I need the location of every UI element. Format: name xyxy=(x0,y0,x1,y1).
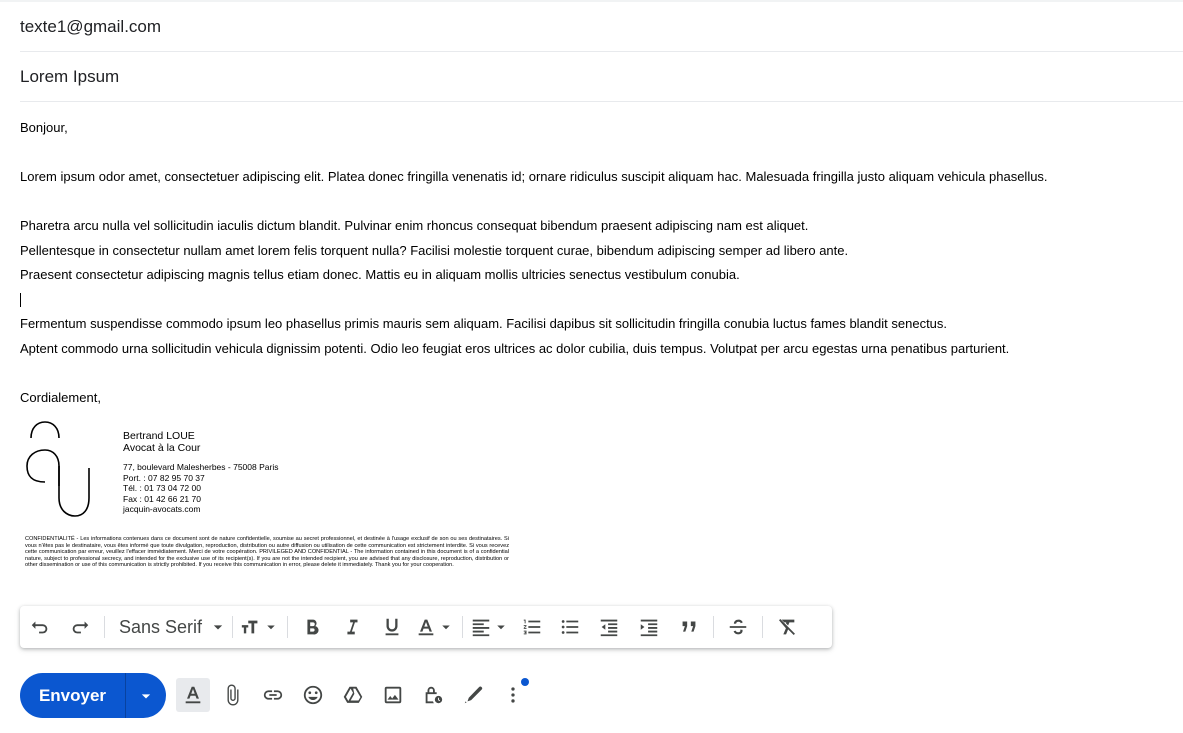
font-size-button[interactable] xyxy=(237,611,283,643)
image-icon xyxy=(382,684,404,706)
paragraph-1: Lorem ipsum odor amet, consectetuer adipiscing elit. Platea donec fringilla venenatis id; ornare ridiculus suscipit aliquam hac. Malesuada fringilla justo aliquam vehicula phasellus. xyxy=(20,169,1048,184)
remove-formatting-icon xyxy=(776,616,798,638)
attach-file-button[interactable] xyxy=(216,678,250,712)
align-left-icon xyxy=(470,616,492,638)
text-format-icon xyxy=(182,684,204,706)
closing: Cordialement, xyxy=(20,389,101,405)
quote-icon xyxy=(678,616,700,638)
formatting-options-button[interactable] xyxy=(176,678,210,712)
indent-more-icon xyxy=(638,616,660,638)
confidentiality-notice: CONFIDENTIALITÉ - Les informations contenues dans ce document sont de nature confidentielle, soumise au secret professionnel, et destinée à l'usage exclusif de son ou ses destinataires. Si vous n'êtes pas le destinataire, vous êtes informé que toute divulgation, reproduction, distribution ou autre diffusion ou utilisation de cette communication est strictement interdite. Si vous recevez cette communication par erreur, veuillez l'effacer immédiatement. Merci de votre coopération. PRIVILEGED AND CONFIDENTIAL - The information contained in this document is of a confidential nature, subject to professional secrecy, and intended for the exclusive use of its recipient(s). If you are not the intended recipient, you are advised that any disclosure, reproduction, distribution or other dissemination or use of this communication is strictly prohibited. If you receive this communication in error, please delete it immediately. Thank you for your cooperation. xyxy=(25,536,509,569)
signature-port: Port. : 07 82 95 70 37 xyxy=(123,472,205,483)
emoji-icon xyxy=(302,684,324,706)
signature-title: Avocat à la Cour xyxy=(123,441,201,454)
toolbar-separator xyxy=(762,616,763,638)
bold-icon xyxy=(301,616,323,638)
toolbar-separator xyxy=(232,616,233,638)
toolbar-separator xyxy=(287,616,288,638)
undo-icon xyxy=(29,616,51,638)
text-size-icon xyxy=(240,616,262,638)
bold-button[interactable] xyxy=(292,611,332,643)
strikethrough-icon xyxy=(727,616,749,638)
font-family-select[interactable] xyxy=(109,611,228,643)
chevron-down-icon xyxy=(208,617,228,637)
send-button[interactable]: Envoyer xyxy=(38,685,107,705)
subject-field[interactable] xyxy=(20,52,1183,102)
drive-icon xyxy=(342,684,364,706)
toolbar-separator xyxy=(713,616,714,638)
formatting-toolbar xyxy=(20,606,832,648)
signature-web: jacquin-avocats.com xyxy=(123,504,201,514)
font-family-value: Sans Serif xyxy=(119,616,203,637)
paperclip-icon xyxy=(222,684,244,706)
text-caret xyxy=(20,293,21,307)
italic-button[interactable] xyxy=(332,611,372,643)
italic-icon xyxy=(341,616,363,638)
numbered-list-button[interactable] xyxy=(513,611,551,643)
signature-contact xyxy=(123,431,200,454)
remove-formatting-button[interactable] xyxy=(767,611,807,643)
redo-button[interactable] xyxy=(60,611,100,643)
notification-dot xyxy=(521,678,529,686)
signature-name: Bertrand LOUE xyxy=(123,430,195,442)
caret-line xyxy=(20,285,1170,310)
signature-address: 77, boulevard Malesherbes - 75008 Paris xyxy=(123,462,279,472)
paragraph-3b: Aptent commodo urna sollicitudin vehicula dignissim potenti. Odio leo feugiat eros ultrices ac dolor cubilia, duis tempus. Volutpat per arcu egestas urna penatibus parturient. xyxy=(20,340,1010,356)
confidential-mode-button[interactable] xyxy=(416,678,450,712)
to-field[interactable] xyxy=(20,8,1183,52)
lock-clock-icon xyxy=(422,684,444,706)
chevron-down-icon xyxy=(262,618,280,636)
indent-more-button[interactable] xyxy=(629,611,669,643)
indent-less-button[interactable] xyxy=(589,611,629,643)
send-options-button[interactable] xyxy=(125,673,166,718)
strikethrough-button[interactable] xyxy=(718,611,758,643)
chevron-down-icon xyxy=(492,618,510,636)
toolbar-separator xyxy=(462,616,463,638)
blank-line xyxy=(20,138,1170,163)
insert-drive-button[interactable] xyxy=(336,678,370,712)
text-color-button[interactable] xyxy=(412,611,458,643)
paragraph-2b: Pellentesque in consectetur nullam amet lorem felis torquent nulla? Facilisi molestie torquent curae, bibendum adipiscing semper ad libero ante. xyxy=(20,242,849,258)
quote-button[interactable] xyxy=(669,611,709,643)
text-color-icon xyxy=(415,616,437,638)
insert-emoji-button[interactable] xyxy=(296,678,330,712)
bulleted-list-icon xyxy=(559,616,581,638)
paragraph-2a: Pharetra arcu nulla vel sollicitudin iaculis dictum blandit. Pulvinar enim rhoncus consequat bibendum praesent adipiscing nam est aliquet. xyxy=(20,218,809,233)
greeting: Bonjour, xyxy=(20,120,68,135)
to-value: texte1@gmail.com xyxy=(20,17,162,36)
chevron-down-icon xyxy=(437,618,455,636)
align-button[interactable] xyxy=(467,611,513,643)
bulleted-list-button[interactable] xyxy=(551,611,589,643)
compose-actions xyxy=(176,678,536,712)
blank-line xyxy=(20,358,1170,383)
email-signature xyxy=(20,418,520,603)
chevron-down-icon xyxy=(136,686,156,706)
undo-button[interactable] xyxy=(20,611,60,643)
paragraph-3a: Fermentum suspendisse commodo ipsum leo phasellus primis mauris sem aliquam. Facilisi dapibus sit sollicitudin fringilla conubia luctus fames blandit senectus. xyxy=(20,316,948,331)
numbered-list-icon xyxy=(521,616,543,638)
indent-less-icon xyxy=(598,616,620,638)
signature-tel: Tél. : 01 73 04 72 00 xyxy=(123,483,201,493)
subject-value: Lorem Ipsum xyxy=(20,67,120,86)
blank-line xyxy=(20,187,1170,212)
redo-icon xyxy=(69,616,91,638)
message-body[interactable] xyxy=(20,113,1170,407)
pen-icon xyxy=(462,684,484,706)
underline-button[interactable] xyxy=(372,611,412,643)
insert-signature-button[interactable] xyxy=(456,678,490,712)
aj-logo xyxy=(23,420,93,520)
signature-fax: Fax : 01 42 66 21 70 xyxy=(123,493,201,504)
more-vert-icon xyxy=(502,684,524,706)
link-icon xyxy=(262,684,284,706)
top-divider xyxy=(0,0,1183,2)
send-button-group xyxy=(20,673,166,718)
toolbar-separator xyxy=(104,616,105,638)
paragraph-2c: Praesent consectetur adipiscing magnis tellus etiam donec. Mattis eu in aliquam mollis ultricies senectus vestibulum conubia. xyxy=(20,267,740,282)
insert-link-button[interactable] xyxy=(256,678,290,712)
insert-photo-button[interactable] xyxy=(376,678,410,712)
underline-icon xyxy=(381,616,403,638)
signature-details xyxy=(123,462,278,515)
